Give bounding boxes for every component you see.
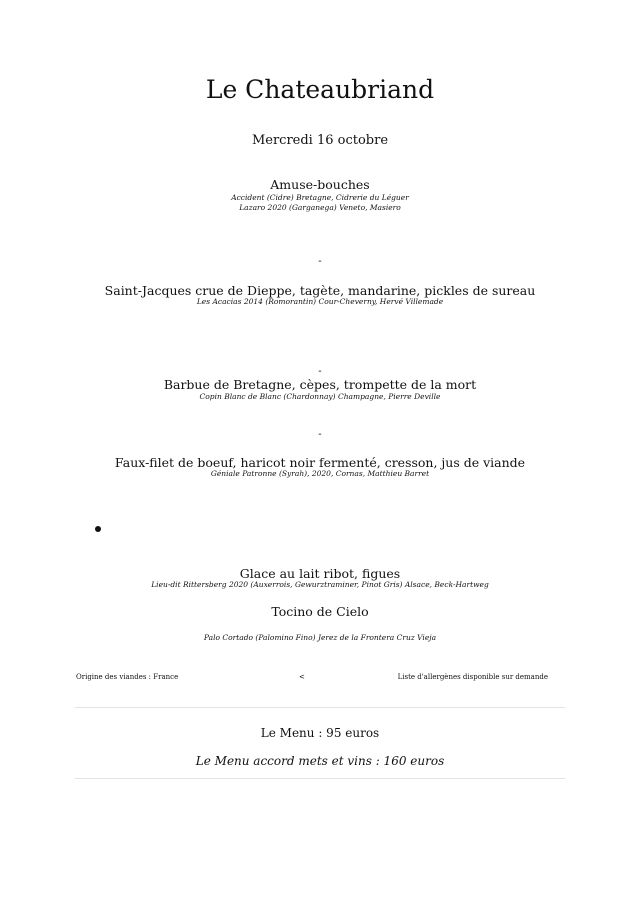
course-saint-jacques-wine: Les Acacias 2014 (Romorantin) Cour-Cheverny, Hervé Villemade bbox=[196, 297, 444, 306]
course-separator: - bbox=[318, 256, 322, 267]
course-separator: - bbox=[318, 429, 322, 440]
allergens-note: Liste d'allergènes disponible sur demande bbox=[397, 673, 548, 681]
footer-separator: < bbox=[299, 673, 305, 681]
menu-price: Le Menu : 95 euros bbox=[260, 726, 380, 740]
menu-date: Mercredi 16 octobre bbox=[251, 133, 389, 148]
course-saint-jacques-dish: Saint-Jacques crue de Dieppe, tagète, mandarine, pickles de sureau bbox=[104, 283, 536, 298]
pairing-price: Le Menu accord mets et vins : 160 euros bbox=[195, 754, 445, 768]
course-barbue-wine: Copin Blanc de Blanc (Chardonnay) Champagne, Pierre Deville bbox=[199, 392, 441, 401]
course-tocino-dish: Tocino de Cielo bbox=[271, 604, 369, 619]
course-amuse-wine-1: Accident (Cidre) Bretagne, Cidrerie du Léguer bbox=[231, 193, 409, 202]
restaurant-title: Le Chateaubriand bbox=[205, 75, 435, 104]
course-barbue-dish: Barbue de Bretagne, cèpes, trompette de la mort bbox=[163, 377, 477, 392]
course-glace-wine: Lieu-dit Rittersberg 2020 (Auxerrois, Gewurztraminer, Pinot Gris) Alsace, Beck-Hartweg bbox=[151, 580, 489, 589]
course-separator: - bbox=[318, 366, 322, 377]
list-bullet bbox=[95, 526, 101, 532]
course-amuse-wine-2: Lazaro 2020 (Garganega) Veneto, Masiero bbox=[239, 203, 401, 212]
meat-origin-note: Origine des viandes : France bbox=[76, 673, 179, 681]
course-glace-dish: Glace au lait ribot, figues bbox=[239, 566, 401, 581]
divider bbox=[75, 778, 565, 779]
course-faux-filet-dish: Faux-filet de boeuf, haricot noir fermenté, cresson, jus de viande bbox=[114, 455, 526, 470]
course-faux-filet-wine: Géniale Patronne (Syrah), 2020, Cornas, Matthieu Barret bbox=[210, 469, 430, 478]
course-tocino-wine: Palo Cortado (Palomino Fino) Jerez de la Frontera Cruz Vieja bbox=[203, 633, 437, 642]
divider bbox=[75, 707, 565, 708]
course-amuse-dish: Amuse-bouches bbox=[270, 177, 370, 192]
